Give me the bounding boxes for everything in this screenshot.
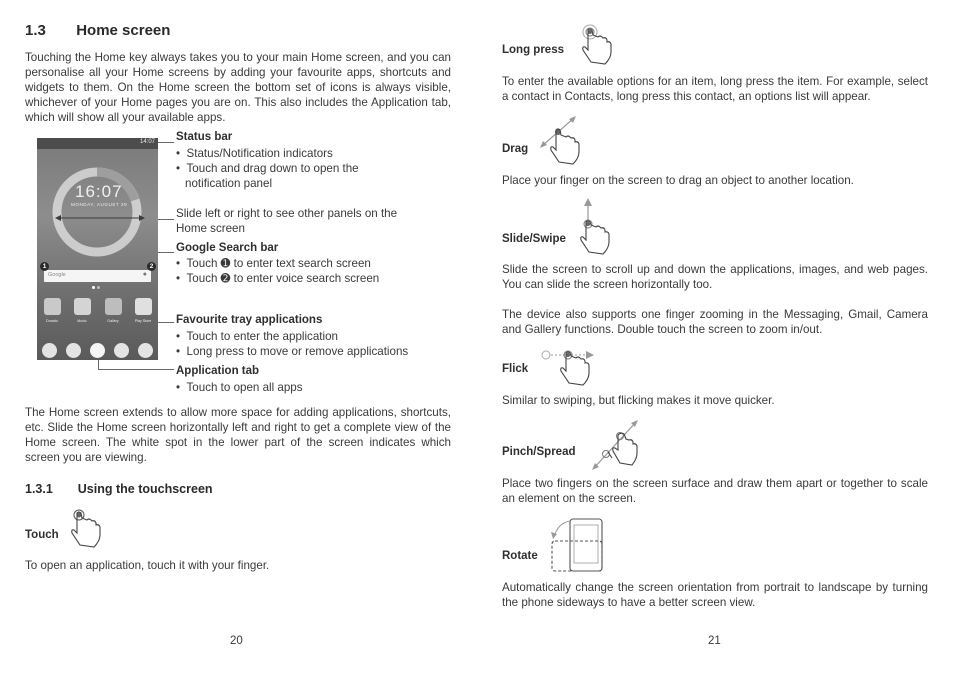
touch-gesture-icon: [70, 505, 106, 551]
phone-google-search-bar: [44, 270, 151, 282]
phone-search-placeholder: Google: [48, 272, 66, 278]
flick-gesture-icon: [540, 346, 598, 390]
callout-app-tab-title: Application tab: [176, 365, 260, 377]
long-press-label: Long press: [502, 44, 564, 56]
badge-text-search: 1: [40, 262, 49, 271]
long-press-gesture-icon: [580, 22, 616, 68]
mic-icon: ●: [142, 271, 147, 278]
phone-screenshot: [37, 138, 158, 360]
rotate-description: Automatically change the screen orientation from portrait to landscape by turning the phone sideways to have a better screen view.: [502, 581, 928, 609]
callout-line-fav: [158, 322, 174, 323]
app-label-dorado: Dorado: [46, 319, 58, 323]
app-icon-music: [74, 298, 91, 315]
phone-status-time: 14:07: [139, 139, 155, 145]
callout-fav-item-2: • Long press to move or remove applications: [176, 345, 409, 358]
callout-line-google: [158, 252, 174, 253]
rotate-gesture-icon: [548, 517, 606, 573]
callout-fav-title: Favourite tray applications: [176, 314, 323, 326]
callout-status-bar-item-2: • Touch and drag down to open the: [176, 162, 359, 175]
subsection-heading: [25, 482, 213, 496]
app-label-music: Music: [77, 319, 87, 323]
rotate-label: Rotate: [502, 550, 538, 562]
callout-status-bar-item-2b: notification panel: [185, 177, 273, 190]
callout-line-apptab-v: [98, 360, 99, 369]
slide-swipe-label: Slide/Swipe: [502, 233, 566, 245]
badge-voice-search: 2: [147, 262, 156, 271]
callout-google-item-2: • Touch ➋ to enter voice search screen: [176, 272, 380, 285]
subsection-title: Using the touchscreen: [77, 482, 213, 496]
callout-status-bar-title: Status bar: [176, 131, 233, 143]
extend-paragraph: The Home screen extends to allow more space for adding applications, shortcuts, etc. Slide the Home screen horizontally left and right to get a complete view of the Home screen. The white spot in the lower part of the screen indicates which screen you are viewing.: [25, 406, 451, 464]
page-indicator-dots: [92, 286, 102, 289]
drag-label: Drag: [502, 143, 529, 155]
pinch-spread-label: Pinch/Spread: [502, 446, 576, 458]
flick-label: Flick: [502, 363, 529, 375]
callout-slide-line-1: Slide left or right to see other panels on the: [176, 207, 398, 220]
phone-clock: 16:07: [75, 182, 123, 201]
callout-app-tab-item-1: • Touch to open all apps: [176, 381, 303, 394]
dock-camera-icon: [114, 343, 129, 358]
callout-google-title: Google Search bar: [176, 242, 279, 254]
app-icon-gallery: [105, 298, 122, 315]
page-number-left: 20: [230, 635, 243, 647]
callout-fav-item-1: • Touch to enter the application: [176, 330, 338, 343]
app-label-play-store: Play Store: [134, 319, 152, 323]
callout-slide-line-2: Home screen: [176, 222, 245, 235]
phone-date: MONDAY, AUGUST 29: [71, 202, 128, 207]
subsection-number: 1.3.1: [25, 482, 53, 496]
app-icon-dorado: [44, 298, 61, 315]
intro-paragraph: Touching the Home key always takes you to your main Home screen, and you can personalise all your Home screens by adding your favourite apps, shortcuts and widgets to them. On the Home screen the bottom set of icons is always visible, whichever of your Home pages you are on. This also includes the Application tab, which will show all your available apps.: [25, 51, 451, 124]
page-number-right: 21: [708, 635, 721, 647]
flick-description: Similar to swiping, but flicking makes it move quicker.: [502, 394, 775, 407]
callout-google-item-1: • Touch ➊ to enter text search screen: [176, 257, 371, 270]
app-icon-play-store: [135, 298, 152, 315]
swipe-arrows: [55, 214, 145, 222]
dock-messages-icon: [66, 343, 81, 358]
callout-status-bar-item-1: • Status/Notification indicators: [176, 147, 333, 160]
section-title: Home screen: [76, 22, 171, 39]
drag-description: Place your finger on the screen to drag an object to another location.: [502, 174, 854, 187]
phone-status-bar: [37, 138, 158, 149]
pinch-spread-gesture-icon: [590, 418, 642, 474]
long-press-description: To enter the available options for an item, long press the item. For example, select a contact in Contacts, long press this contact, an options list will appear.: [502, 75, 928, 103]
section-number: 1.3: [25, 22, 46, 39]
slide-swipe-description: Slide the screen to scroll up and down the applications, images, and web pages. You can slide the screen horizontally too.: [502, 263, 928, 291]
zoom-description: The device also supports one finger zooming in the Messaging, Gmail, Camera and Gallery functions. Double touch the screen to zoom in/out.: [502, 308, 928, 336]
touch-description: To open an application, touch it with your finger.: [25, 559, 270, 572]
slide-swipe-gesture-icon: [578, 198, 618, 258]
clock-widget-ring: [51, 166, 143, 258]
section-heading: [25, 22, 170, 39]
touch-label: Touch: [25, 529, 59, 541]
drag-gesture-icon: [538, 116, 586, 168]
app-label-gallery: Gallery: [107, 319, 119, 323]
callout-line-slide: [158, 219, 174, 220]
dock-phone-icon: [42, 343, 57, 358]
dock-app-tab-icon: [90, 343, 105, 358]
pinch-spread-description: Place two fingers on the screen surface and draw them apart or together to scale an element on the screen.: [502, 477, 928, 505]
callout-line-status: [158, 142, 174, 143]
callout-line-apptab-h: [98, 369, 174, 370]
dock-browser-icon: [138, 343, 153, 358]
